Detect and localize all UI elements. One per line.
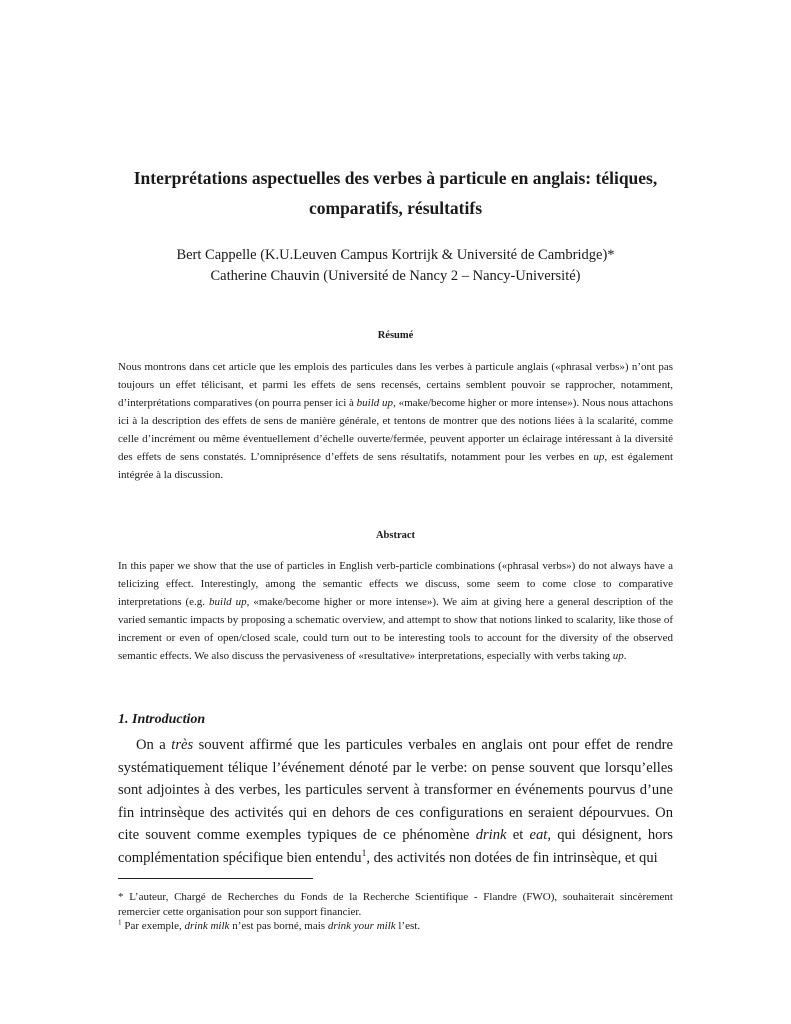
resume-text [118,358,673,484]
footnote-reference[interactable]: 1 [361,849,367,860]
intro-emphasis: très [171,737,194,753]
intro-emphasis: drink [475,827,507,844]
footnote-separator [118,878,313,879]
footnote-text-part: Par exemple, [121,920,185,932]
resume-text-part: Nous montrons dans cet article que les emplois des particules dans les verbes à particule anglais («phrasal verbs») n’ont pas toujours un effet télicisant, et parmi les effets de sens recensés, certains semblent pouvoir se rapprocher, notamment, d’interprétations comparatives (on pourra penser ici à [118,361,673,409]
introduction-paragraph [118,734,673,870]
footnote-emphasis: drink your milk [327,920,396,932]
author-block [118,245,673,287]
abstract-text-part: . [623,650,627,662]
footnote-emphasis: drink milk [184,920,230,932]
intro-text-part: souvent affirmé que les particules verbales en anglais ont pour effet de rendre systématiquement télique l’événement dénoté par le verbe: on pense souvent que lorsqu’elles sont adjointes à des verbes, les particules servent à transformer en événements pourvus d’une fin intrinsèque des activités qui en dehors de ces configurations en seraient dépourvues. On cite souvent comme exemples typiques de ce phénomène [118,737,673,844]
resume-text-part: , «make/become higher or more intense»). Nous nous attachons ici à la description des effets de sens de manière générale, et tentons de montrer que des notions liées à la scalarité, comme celle d’incrément ou même éventuellement d’échelle ouverte/fermée, peuvent apporter un éclairage intéressant à la diversité des effets de sens constatés. L’omniprésence d’effets de sens résultatifs, notamment pour les verbes en [118,397,674,463]
footnote-text-part: l’est. [395,920,421,932]
abstract-emphasis: build up [209,596,247,608]
resume-text-part: , est également intégrée à la discussion. [118,451,673,481]
footnote-author: * L’auteur, Chargé de Recherches du Fonds de la Recherche Scientifique - Flandre (FWO), souhaiterait sincèrement remercier cette organisation pour son support financier. [118,891,673,918]
footnote-text-part: n’est pas borné, mais [229,920,328,932]
intro-emphasis: eat [529,827,548,844]
resume-emphasis: build up [356,397,394,409]
author-line-2: Catherine Chauvin (Université de Nancy 2 – Nancy-Université) [210,268,581,284]
introduction-body [118,734,673,870]
intro-text-part: et [506,827,530,844]
intro-text-part: , qui désignent, hors complémentation spécifique bien entendu [118,827,673,866]
abstract-emphasis: up [612,650,624,662]
author-line-1: Bert Cappelle (K.U.Leuven Campus Kortrijk & Université de Cambridge)* [176,247,615,263]
paper-title: Interprétations aspectuelles des verbes à particule en anglais: téliques, comparatifs, résultatifs [133,168,658,218]
intro-text-part: , des activités non dotées de fin intrinsèque, et qui [366,849,658,866]
footnote-mark: 1 [118,918,122,927]
footnote-1 [118,919,673,934]
resume-heading: Résumé [377,330,414,341]
resume-emphasis: up [593,451,605,463]
introduction-heading: 1. Introduction [118,712,206,727]
footnotes [118,890,673,934]
abstract-text [118,557,673,665]
abstract-text-part: In this paper we show that the use of particles in English verb-particle combinations («phrasal verbs») do not always have a telicizing effect. Interestingly, among the semantic effects we discuss, some seem to come close to comparative interpretations (e.g. [118,560,673,608]
intro-text-part: On a [136,737,172,753]
abstract-heading: Abstract [375,530,416,541]
abstract-text-part: , «make/become higher or more intense»). We aim at giving here a general description of the varied semantic impacts by proposing a schematic overview, and attempt to show that notions linked to scalarity, like those of increment or even of open/closed scale, could turn out to be interesting tools to account for the diversity of the observed semantic effects. We also discuss the pervasiveness of «resultative» interpretations, especially with verbs taking [118,596,673,662]
